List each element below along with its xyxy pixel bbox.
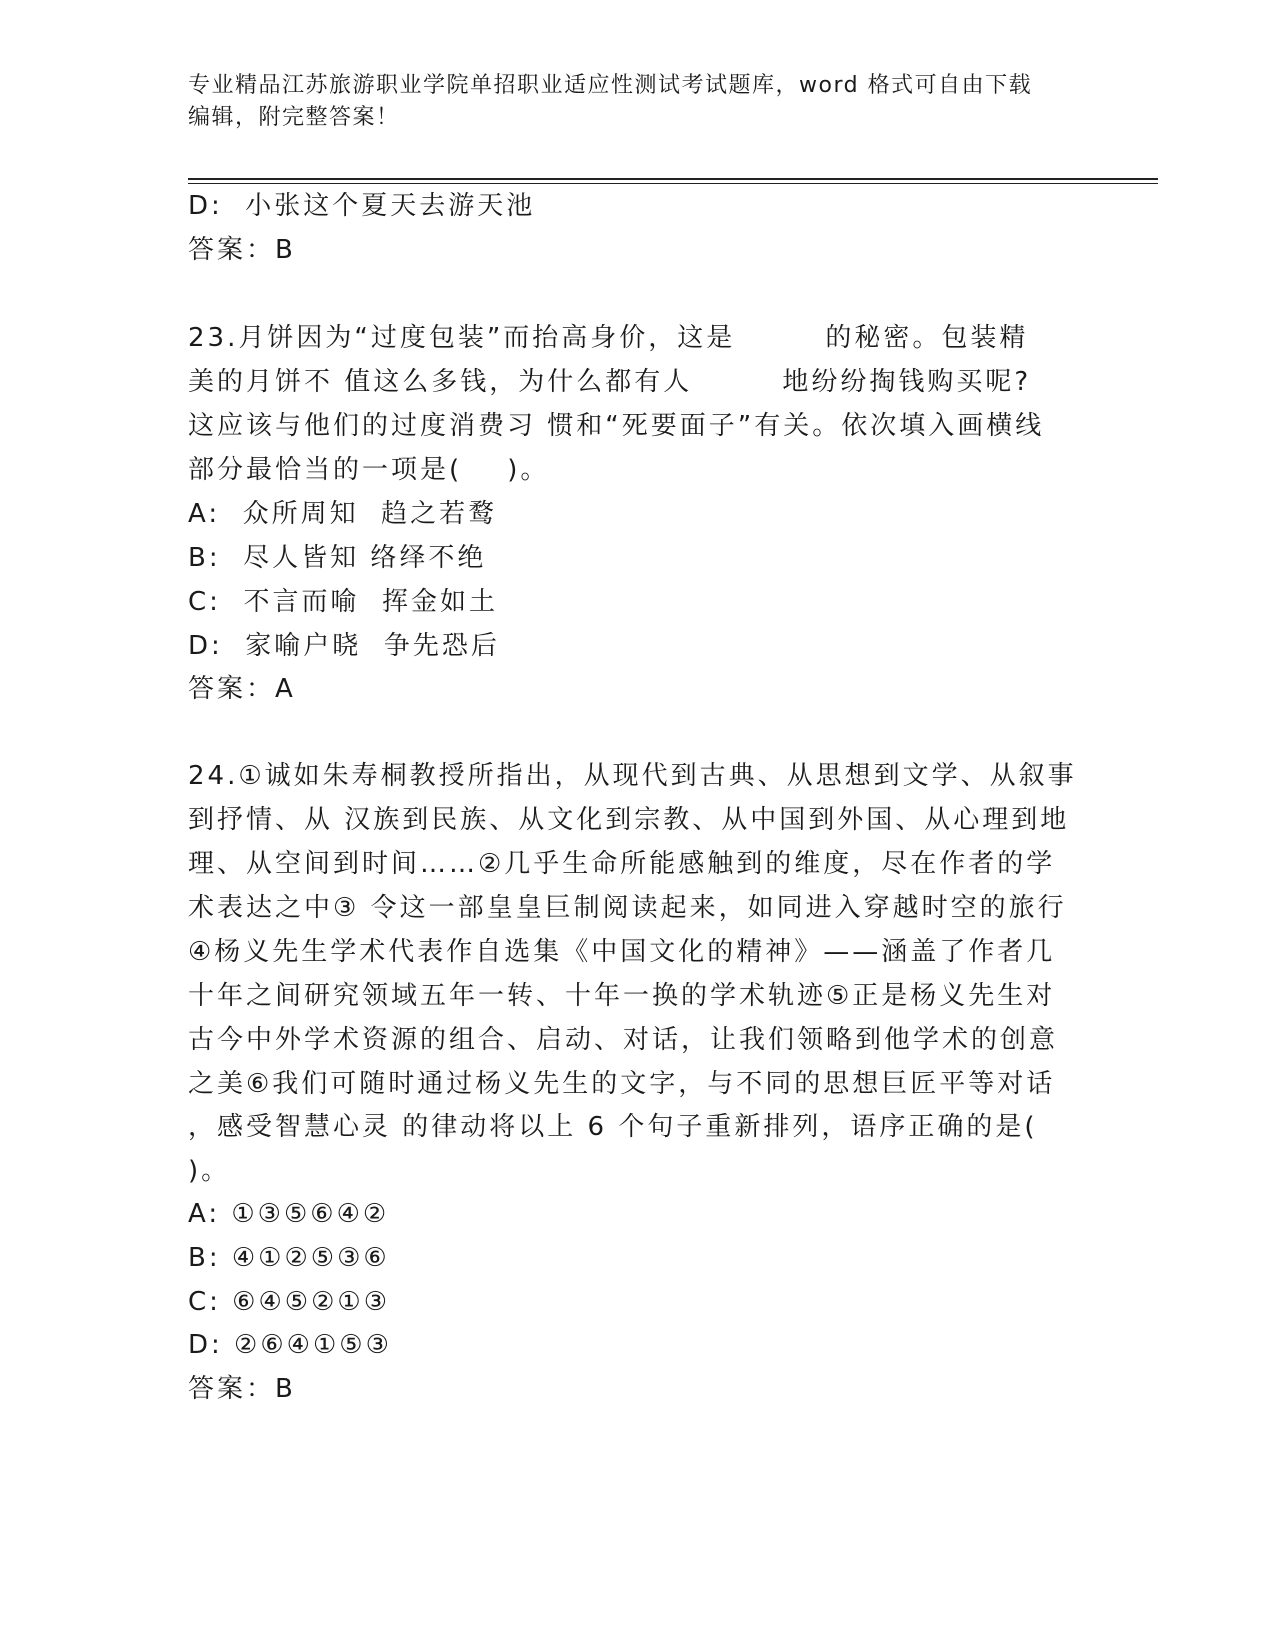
question-24-option-c: C: ⑥④⑤②①③ — [188, 1287, 391, 1317]
question-23-line: 23.月饼因为“过度包装”而抬高身价，这是 的秘密。包装精 — [188, 323, 1029, 353]
header-line-1: 专业精品江苏旅游职业学院单招职业适应性测试考试题库，word 格式可自由下载 — [188, 73, 1033, 98]
header-line-2: 编辑，附完整答案！ — [188, 105, 400, 130]
document-header — [188, 70, 1068, 134]
question-24-option-a: A: ①③⑤⑥④② — [188, 1199, 390, 1229]
question-24-line: ，感受智慧心灵 的律动将以上 6 个句子重新排列，语序正确的是( — [188, 1112, 1038, 1142]
question-24-option-b: B: ④①②⑤③⑥ — [188, 1243, 390, 1273]
question-24-line: 到抒情、从 汉族到民族、从文化到宗教、从中国到外国、从心理到地 — [188, 805, 1070, 835]
header-divider-thick — [188, 178, 1158, 180]
question-23-line: 美的月饼不 值这么多钱，为什么都有人 地纷纷掏钱购买呢? — [188, 367, 1032, 397]
question-24-line: 理、从空间到时间……②几乎生命所能感触到的维度，尽在作者的学 — [188, 849, 1056, 879]
question-24-line: 十年之间研究领域五年一转、十年一换的学术轨迹⑤正是杨义先生对 — [188, 981, 1056, 1011]
question-24-line: ④杨义先生学术代表作自选集《中国文化的精神》——涵盖了作者几 — [188, 937, 1056, 967]
question-24-line: 之美⑥我们可随时通过杨义先生的文字，与不同的思想巨匠平等对话 — [188, 1069, 1056, 1099]
question-23-option-a: A: 众所周知 趋之若鹜 — [188, 499, 498, 529]
question-23-option-c: C: 不言而喻 挥金如土 — [188, 587, 498, 617]
question-23-line: 这应该与他们的过度消费习 惯和“死要面子”有关。依次填入画横线 — [188, 411, 1045, 441]
question-23-option-b: B: 尽人皆知 络绎不绝 — [188, 543, 487, 573]
prev-option-d: D: 小张这个夏天去游天池 — [188, 191, 536, 221]
question-24-line: 术表达之中③ 令这一部皇皇巨制阅读起来，如同进入穿越时空的旅行 — [188, 893, 1067, 923]
question-23-line: 部分最恰当的一项是( )。 — [188, 455, 550, 485]
question-24-line: 古今中外学术资源的组合、启动、对话，让我们领略到他学术的创意 — [188, 1025, 1059, 1055]
question-23-option-d: D: 家喻户晓 争先恐后 — [188, 631, 500, 661]
prev-answer: 答案：B — [188, 235, 296, 265]
question-24-line: 24.①诚如朱寿桐教授所指出，从现代到古典、从思想到文学、从叙事 — [188, 761, 1077, 791]
question-24-line: )。 — [188, 1156, 231, 1186]
question-23-answer: 答案：A — [188, 674, 296, 704]
question-24-answer: 答案：B — [188, 1374, 296, 1404]
question-24-option-d: D: ②⑥④①⑤③ — [188, 1330, 392, 1360]
